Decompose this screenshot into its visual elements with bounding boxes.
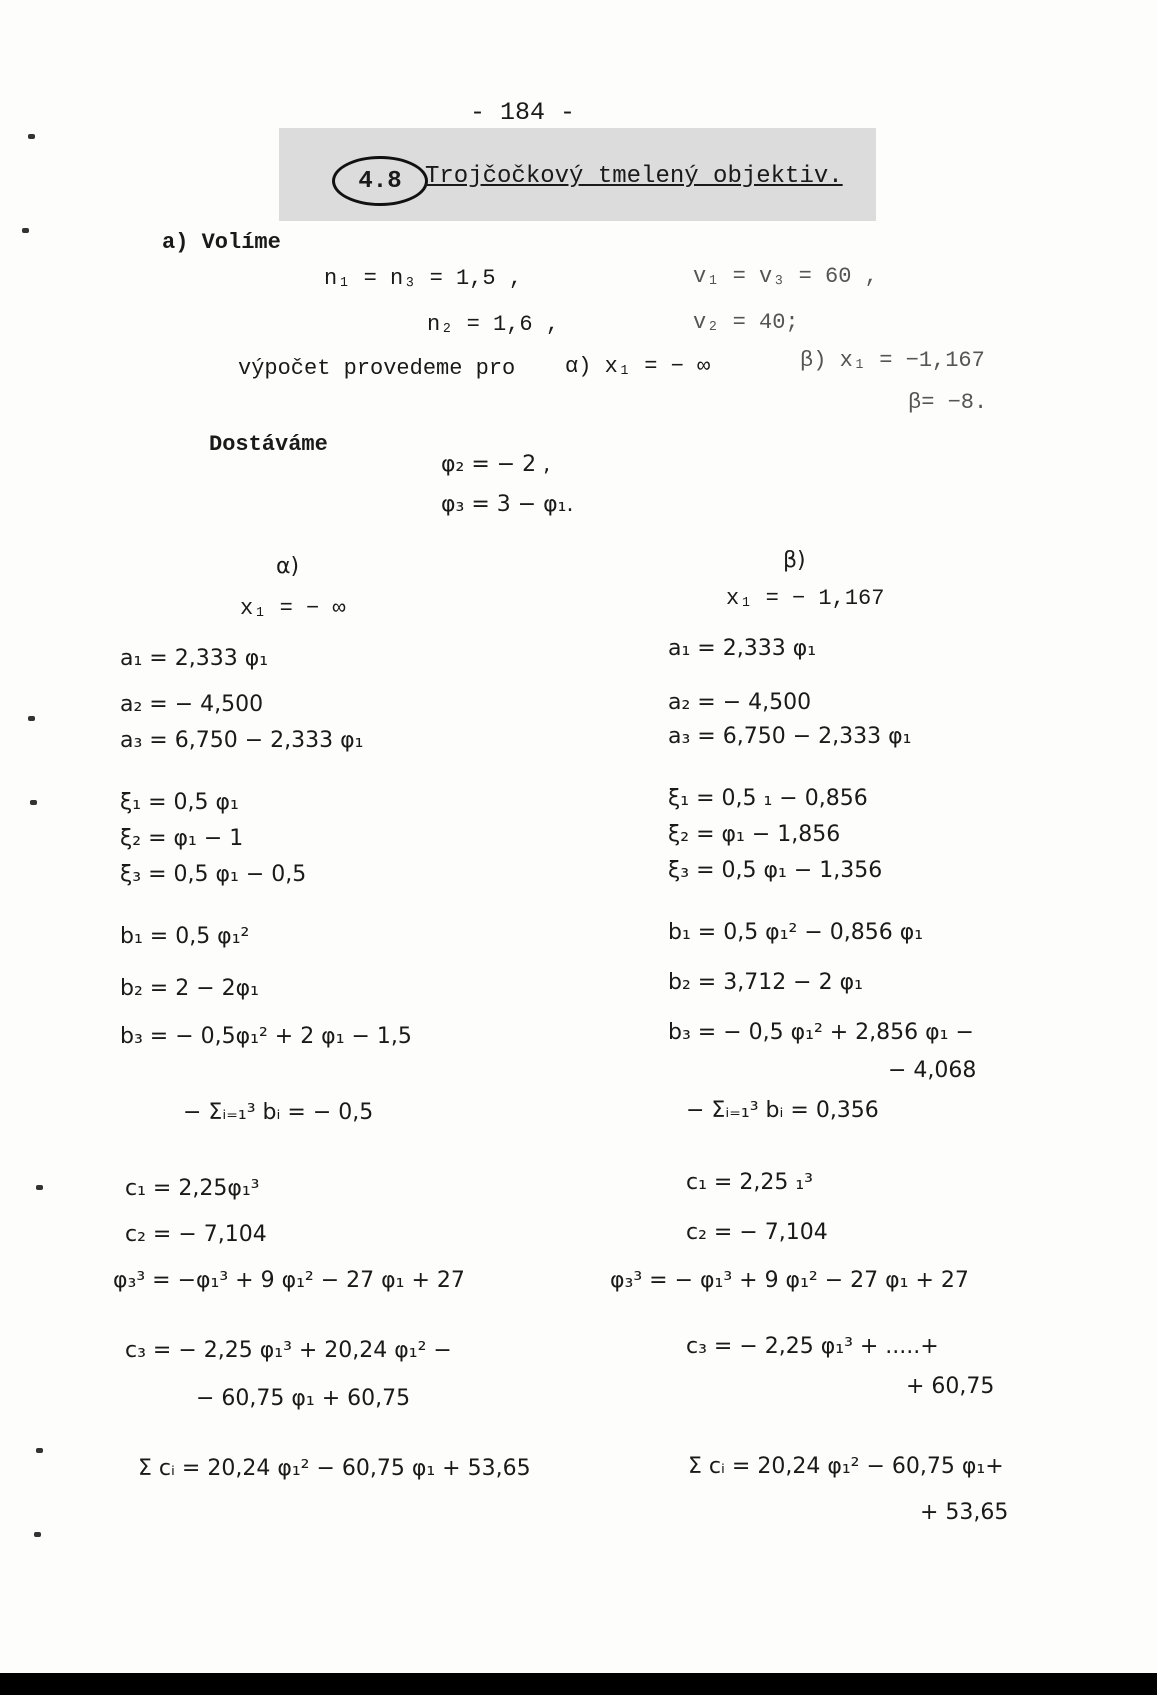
beta-eq-xi1: ξ₁ = 0,5 ₁ − 0,856 — [668, 786, 868, 811]
beta-x1: x₁ = − 1,167 — [726, 586, 885, 611]
beta-eq-sum-c-cont: + 53,65 — [920, 1500, 1009, 1525]
v2-value: v₂ = 40; — [693, 310, 799, 335]
alpha-eq-b1: b₁ = 0,5 φ₁² — [120, 924, 250, 949]
beta-eq-a2: a₂ = − 4,500 — [668, 690, 812, 715]
beta-eq-b3: b₃ = − 0,5 φ₁² + 2,856 φ₁ − — [668, 1020, 974, 1045]
alpha-eq-xi2: ξ₂ = φ₁ − 1 — [120, 826, 244, 851]
alpha-eq-phi3-cubed: φ₃³ = −φ₁³ + 9 φ₁² − 27 φ₁ + 27 — [113, 1268, 465, 1293]
margin-speck — [36, 1185, 43, 1190]
margin-speck — [36, 1448, 43, 1453]
alpha-eq-sum-c: Σ cᵢ = 20,24 φ₁² − 60,75 φ₁ + 53,65 — [138, 1456, 531, 1481]
beta-eq-sum-b: − Σᵢ₌₁³ bᵢ = 0,356 — [686, 1098, 879, 1123]
beta-eq-xi2: ξ₂ = φ₁ − 1,856 — [668, 822, 841, 847]
beta-eq-c2: c₂ = − 7,104 — [686, 1220, 828, 1245]
alpha-eq-c3-cont: − 60,75 φ₁ + 60,75 — [196, 1386, 411, 1411]
margin-speck — [30, 800, 37, 805]
beta-eq-b3-cont: − 4,068 — [888, 1058, 977, 1083]
phi3-value: φ₃ = 3 − φ₁. — [441, 492, 574, 517]
beta-eq-xi3: ξ₃ = 0,5 φ₁ − 1,356 — [668, 858, 883, 883]
beta-eq-b2: b₂ = 3,712 − 2 φ₁ — [668, 970, 863, 995]
alpha-eq-sum-b: − Σᵢ₌₁³ bᵢ = − 0,5 — [183, 1100, 374, 1125]
page-number: - 184 - — [470, 98, 576, 127]
margin-speck — [22, 228, 29, 233]
alpha-eq-c1: c₁ = 2,25φ₁³ — [125, 1176, 260, 1201]
alpha-eq-xi1: ξ₁ = 0,5 φ₁ — [120, 790, 239, 815]
beta-eq-a1: a₁ = 2,333 φ₁ — [668, 636, 817, 661]
obtain-label: Dostáváme — [209, 432, 328, 457]
compute-text: výpočet provedeme pro — [238, 356, 516, 381]
phi2-value: φ₂ = − 2 , — [441, 452, 551, 477]
scan-bottom-edge — [0, 1673, 1157, 1695]
alpha-eq-b3: b₃ = − 0,5φ₁² + 2 φ₁ − 1,5 — [120, 1024, 412, 1049]
choose-label: a) Volíme — [162, 230, 281, 255]
margin-speck — [28, 716, 35, 721]
alpha-x1: x₁ = − ∞ — [240, 596, 346, 621]
margin-speck — [28, 134, 35, 139]
section-number-badge: 4.8 — [332, 156, 428, 206]
alpha-eq-b2: b₂ = 2 − 2φ₁ — [120, 976, 259, 1001]
beta-case: β) x₁ = −1,167 — [800, 348, 985, 373]
beta-eq-a3: a₃ = 6,750 − 2,333 φ₁ — [668, 724, 912, 749]
alpha-eq-c3: c₃ = − 2,25 φ₁³ + 20,24 φ₁² − — [125, 1338, 452, 1363]
section-title: Trojčočkový tmelený objektiv. — [425, 163, 843, 190]
beta-eq-c3-cont: + 60,75 — [906, 1374, 995, 1399]
beta-eq-phi3-cubed: φ₃³ = − φ₁³ + 9 φ₁² − 27 φ₁ + 27 — [610, 1268, 969, 1293]
margin-speck — [34, 1532, 41, 1537]
beta-eq-c1: c₁ = 2,25 ₁³ — [686, 1170, 813, 1195]
beta-eq-c3: c₃ = − 2,25 φ₁³ + .....+ — [686, 1334, 939, 1359]
alpha-case: α) x₁ = − ∞ — [565, 354, 711, 379]
alpha-eq-xi3: ξ₃ = 0,5 φ₁ − 0,5 — [120, 862, 307, 887]
alpha-header: α) — [276, 554, 300, 579]
alpha-eq-a3: a₃ = 6,750 − 2,333 φ₁ — [120, 728, 364, 753]
beta-eq-b1: b₁ = 0,5 φ₁² − 0,856 φ₁ — [668, 920, 924, 945]
n2-value: n₂ = 1,6 , — [427, 312, 560, 337]
alpha-eq-c2: c₂ = − 7,104 — [125, 1222, 267, 1247]
alpha-eq-a1: a₁ = 2,333 φ₁ — [120, 646, 269, 671]
v1-v3-value: v₁ = v₃ = 60 , — [693, 264, 878, 289]
n1-n3-value: n₁ = n₃ = 1,5 , — [324, 266, 523, 291]
beta-extra: β= −8. — [908, 390, 988, 415]
alpha-eq-a2: a₂ = − 4,500 — [120, 692, 264, 717]
beta-eq-sum-c: Σ cᵢ = 20,24 φ₁² − 60,75 φ₁+ — [688, 1454, 1004, 1479]
beta-header: β) — [783, 548, 806, 573]
